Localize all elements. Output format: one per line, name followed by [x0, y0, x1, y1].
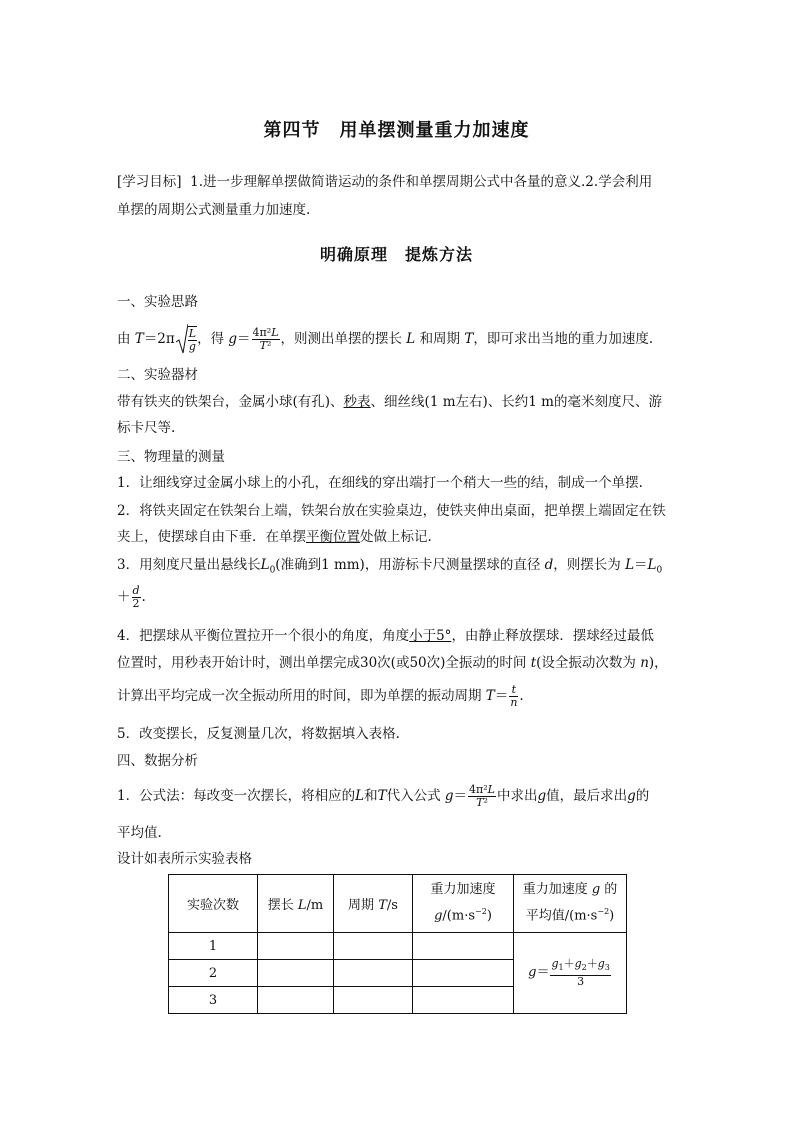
objectives-line-2: 单摆的周期公式测量重力加速度.: [117, 202, 311, 218]
s2-line-2: 标卡尺等.: [117, 420, 176, 436]
s3-heading: 三、物理量的测量: [117, 449, 225, 465]
s4-item-1-line-2: 平均值.: [117, 825, 162, 841]
s3-item-5: 5．改变摆长，反复测量几次，将数据填入表格.: [117, 726, 400, 742]
row-3-trial: 3: [169, 987, 258, 1014]
sqrt-symbol: $\frac{L}{g}$: [176, 326, 197, 353]
cell: [334, 987, 413, 1014]
header-length: 摆长 L/m: [258, 875, 334, 933]
cell: [413, 933, 514, 960]
s2-line-1: 带有铁夹的铁架台，金属小球(有孔)、秒表、细丝线(1 m左右)、长约1 m的毫米刻度尺、游: [117, 394, 662, 410]
s3-item-4-line-2: 位置时，用秒表开始计时，测出单摆完成30次(或50次)全振动的时间 t(设全振动次数为 n)，: [117, 655, 668, 671]
s4-heading: 四、数据分析: [117, 753, 198, 769]
header-g: 重力加速度 $g/(m\cdot s^{-2})$: [413, 875, 514, 933]
page-title: 第四节 用单摆测量重力加速度: [263, 120, 530, 141]
s3-item-3-cont: ＋ $\frac{d}{2}$ .: [117, 584, 146, 610]
header-trial: 实验次数: [169, 875, 258, 933]
header-period: 周期 T/s: [334, 875, 413, 933]
s1-formula-line: 由 T＝2π $\frac{L}{g}$ ，得 g＝ $\frac{\text{4π²L}}{\text{T²}}$ ，则测出单摆的摆长 L 和周期 T，即可求出当地的重力加速度.: [117, 326, 654, 353]
row-2-trial: 2: [169, 960, 258, 987]
avg-formula-cell: g＝ $\frac{g_1+g_2+g_3}{3}$: [514, 933, 627, 1014]
cell: [258, 960, 334, 987]
s3-item-4-line-3: 计算出平均完成一次全振动所用的时间，即为单摆的振动周期 T＝ $\frac{t}{n}$ .: [117, 683, 524, 709]
s3-item-1: 1．让细线穿过金属小球上的小孔，在细线的穿出端打一个稍大一些的结，制成一个单摆.: [117, 475, 643, 491]
cell: [258, 987, 334, 1014]
cell: [334, 960, 413, 987]
header-g-avg: 重力加速度 g 的 平均值$/(m\cdot s^{-2})$: [514, 875, 627, 933]
cell: [334, 933, 413, 960]
s3-item-2-line-2: 夹上，使摆球自由下垂．在单摆平衡位置处做上标记.: [117, 529, 432, 545]
s3-item-2-line-1: 2．将铁夹固定在铁架台上端，铁架台放在实验桌边，使铁夹伸出桌面，把单摆上端固定在铁: [117, 503, 666, 519]
s3-item-4-line-1: 4．把摆球从平衡位置拉开一个很小的角度，角度小于5°，由静止释放摆球．摆球经过最低: [117, 628, 654, 644]
cell: [413, 987, 514, 1014]
row-1-trial: 1: [169, 933, 258, 960]
s3-item-3: 3．用刻度尺量出悬线长$L_0$(准确到1 mm)，用游标卡尺测量摆球的直径 d，则摆长为 $L=L_0$: [117, 557, 663, 576]
s4-item-1: 1．公式法：每改变一次摆长，将相应的L和T代入公式 g＝ $\frac{\text{4π²L}}{\text{T²}}$ 中求出g值，最后求出g的: [117, 783, 650, 809]
data-table: [168, 874, 627, 1014]
s2-heading: 二、实验器材: [117, 367, 198, 383]
s1-heading: 一、实验思路: [117, 294, 198, 310]
cell: [258, 933, 334, 960]
objectives-line-1: [学习目标] 1.进一步理解单摆做简谐运动的条件和单摆周期公式中各量的意义.2.学会利用: [117, 174, 653, 190]
section-title: 明确原理 提炼方法: [319, 245, 473, 264]
cell: [413, 960, 514, 987]
table-caption: 设计如表所示实验表格: [117, 851, 252, 867]
